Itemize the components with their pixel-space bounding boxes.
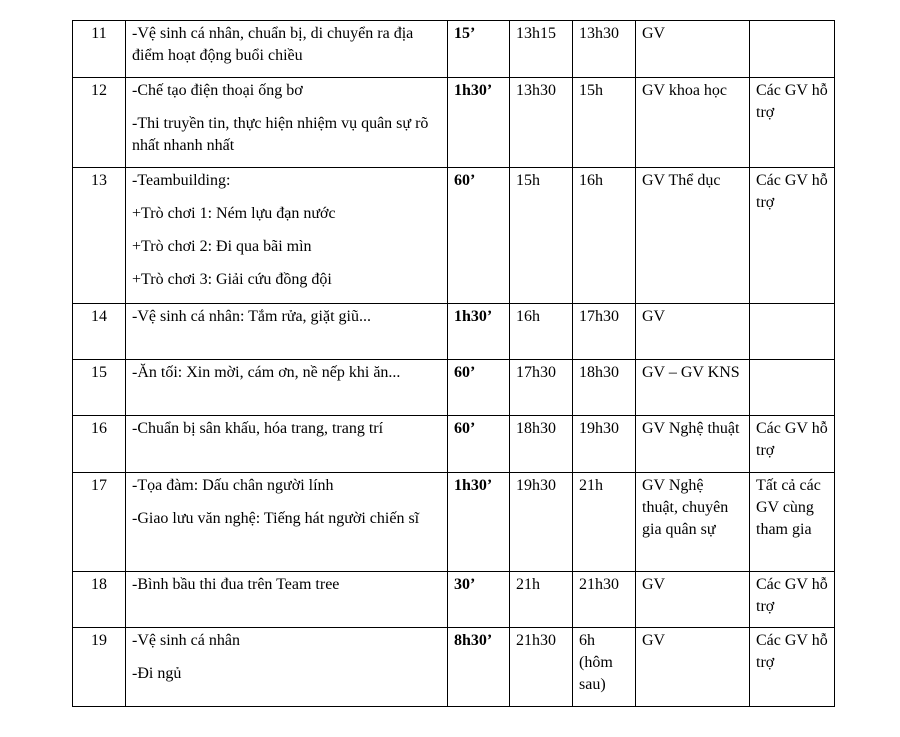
activity-line: -Đi ngủ: [132, 665, 182, 682]
person-in-charge-cell: GV Thể dục: [636, 168, 750, 304]
row-number: 19: [73, 628, 126, 707]
line-gap: [132, 192, 441, 203]
table-row: [73, 168, 835, 304]
end-time-cell: 13h30: [573, 21, 636, 78]
activity-cell: [126, 628, 448, 707]
table-row: [73, 21, 835, 78]
line-gap: [132, 102, 441, 113]
support-cell: [750, 304, 835, 360]
end-time-cell: 17h30: [573, 304, 636, 360]
activity-line: -Vệ sinh cá nhân, chuẩn bị, di chuyển ra địa điểm hoạt động buổi chiều: [132, 25, 414, 64]
support-cell: Các GV hỗ trợ: [750, 416, 835, 473]
start-time-cell: 16h: [510, 304, 573, 360]
table-row: [73, 304, 835, 360]
person-in-charge-cell: GV: [636, 304, 750, 360]
table-row: [73, 416, 835, 473]
start-time-cell: 19h30: [510, 473, 573, 572]
activity-line: -Ăn tối: Xin mời, cám ơn, nề nếp khi ăn...: [132, 364, 401, 381]
person-in-charge-cell: GV: [636, 572, 750, 628]
start-time-cell: 17h30: [510, 360, 573, 416]
support-cell: Tất cả các GV cùng tham gia: [750, 473, 835, 572]
activity-line: -Giao lưu văn nghệ: Tiếng hát người chiến sĩ: [132, 510, 420, 527]
activity-line: -Thi truyền tin, thực hiện nhiệm vụ quân sự rõ nhất nhanh nhất: [132, 115, 429, 154]
person-in-charge-cell: GV Nghệ thuật: [636, 416, 750, 473]
row-number: 16: [73, 416, 126, 473]
activity-cell: [126, 78, 448, 168]
row-number: 11: [73, 21, 126, 78]
activity-line: -Vệ sinh cá nhân: [132, 632, 240, 649]
duration-cell: 60’: [448, 416, 510, 473]
activity-line: -Chế tạo điện thoại ống bơ: [132, 82, 303, 99]
table-row: [73, 628, 835, 707]
end-time-cell: 21h: [573, 473, 636, 572]
person-in-charge-cell: GV Nghệ thuật, chuyên gia quân sự: [636, 473, 750, 572]
activity-line: +Trò chơi 1: Ném lựu đạn nước: [132, 205, 336, 222]
person-in-charge-cell: GV: [636, 21, 750, 78]
duration-cell: 60’: [448, 168, 510, 304]
activity-cell: [126, 473, 448, 572]
activity-line: -Chuẩn bị sân khấu, hóa trang, trang trí: [132, 420, 384, 437]
activity-line: -Tọa đàm: Dấu chân người lính: [132, 477, 334, 494]
activity-cell: [126, 572, 448, 628]
duration-cell: 15’: [448, 21, 510, 78]
row-number: 14: [73, 304, 126, 360]
duration-cell: 60’: [448, 360, 510, 416]
support-cell: [750, 360, 835, 416]
end-time-cell: 15h: [573, 78, 636, 168]
row-number: 15: [73, 360, 126, 416]
row-number: 17: [73, 473, 126, 572]
table-row: [73, 360, 835, 416]
activity-line: +Trò chơi 3: Giải cứu đồng đội: [132, 271, 332, 288]
activity-cell: [126, 304, 448, 360]
activity-cell: [126, 168, 448, 304]
line-gap: [132, 652, 441, 663]
duration-cell: 8h30’: [448, 628, 510, 707]
table-row: [73, 473, 835, 572]
line-gap: [132, 258, 441, 269]
duration-cell: 30’: [448, 572, 510, 628]
person-in-charge-cell: GV – GV KNS: [636, 360, 750, 416]
start-time-cell: 15h: [510, 168, 573, 304]
start-time-cell: 13h15: [510, 21, 573, 78]
duration-cell: 1h30’: [448, 304, 510, 360]
end-time-cell: 16h: [573, 168, 636, 304]
row-number: 12: [73, 78, 126, 168]
start-time-cell: 18h30: [510, 416, 573, 473]
support-cell: [750, 21, 835, 78]
activity-cell: [126, 21, 448, 78]
start-time-cell: 13h30: [510, 78, 573, 168]
end-time-cell: 18h30: [573, 360, 636, 416]
activity-cell: [126, 360, 448, 416]
activity-line: +Trò chơi 2: Đi qua bãi mìn: [132, 238, 312, 255]
support-cell: Các GV hỗ trợ: [750, 572, 835, 628]
start-time-cell: 21h30: [510, 628, 573, 707]
support-cell: Các GV hỗ trợ: [750, 78, 835, 168]
line-gap: [132, 497, 441, 508]
end-time-cell: 19h30: [573, 416, 636, 473]
row-number: 13: [73, 168, 126, 304]
end-time-cell: 6h (hôm sau): [573, 628, 636, 707]
activity-line: -Vệ sinh cá nhân: Tắm rửa, giặt giũ...: [132, 308, 371, 325]
duration-cell: 1h30’: [448, 473, 510, 572]
row-number: 18: [73, 572, 126, 628]
start-time-cell: 21h: [510, 572, 573, 628]
duration-cell: 1h30’: [448, 78, 510, 168]
person-in-charge-cell: GV khoa học: [636, 78, 750, 168]
person-in-charge-cell: GV: [636, 628, 750, 707]
activity-cell: [126, 416, 448, 473]
table-row: [73, 78, 835, 168]
schedule-table: [72, 20, 835, 707]
end-time-cell: 21h30: [573, 572, 636, 628]
line-gap: [132, 225, 441, 236]
support-cell: Các GV hỗ trợ: [750, 168, 835, 304]
table-row: [73, 572, 835, 628]
activity-line: -Teambuilding:: [132, 172, 231, 189]
support-cell: Các GV hỗ trợ: [750, 628, 835, 707]
activity-line: -Bình bầu thi đua trên Team tree: [132, 576, 340, 593]
